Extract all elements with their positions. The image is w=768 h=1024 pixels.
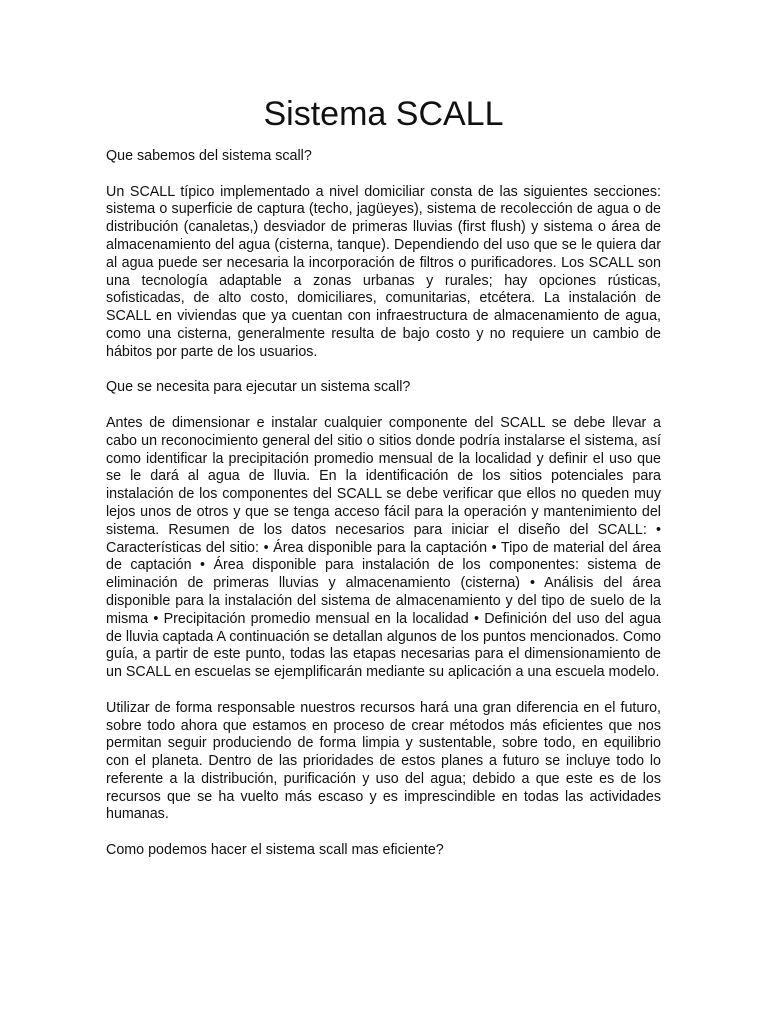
section-heading-1: Que sabemos del sistema scall? [106, 148, 312, 164]
document-title: Sistema SCALL [263, 95, 504, 133]
section-heading-2: Que se necesita para ejecutar un sistema scall? [106, 379, 411, 396]
section-paragraph-1: Un SCALL típico implementado a nivel domiciliar consta de las siguientes secciones: sistema o superficie de captura (techo, jagüeyes), sistema de recolección de agua o de distribución (canaletas,) desviador de primeras lluvias (first flush) y sistema o área de almacenamiento del agua (cisterna, tanque). Dependiendo del uso que se le quiera dar al agua puede ser necesaria la incorporación de filtros o purificadores. Los SCALL son una tecnología adaptable a zonas urbanas y rurales; hay opciones rústicas, sofisticadas, de alto costo, domiciliares, comunitarias, etcétera. La instalación de SCALL en viviendas que ya cuentan con infraestructura de almacenamiento de agua, como una cisterna, generalmente resulta de bajo costo y no requiere un cambio de hábitos por parte de los usuarios. [106, 183, 661, 360]
section-paragraph-2: Antes de dimensionar e instalar cualquier componente del SCALL se debe llevar a cabo un reconocimiento general del sitio o sitios donde podría instalarse el sistema, así como identificar la precipitación promedio mensual de la localidad y definir el uso que se le dará al agua de lluvia. En la identificación de los sitios potenciales para instalación de los componentes del SCALL se debe verificar que ellos no queden muy lejos unos de otros y que se tenga acceso fácil para la operación y mantenimiento del sistema. Resumen de los datos necesarios para iniciar el diseño del SCALL: • Características del sitio: • Área disponible para la captación • Tipo de material del área de captación • Área disponible para instalación de los componentes: sistema de eliminación de primeras lluvias y almacenamiento (cisterna) • Análisis del área disponible para la instalación del sistema de almacenamiento y del tipo de suelo de la misma • Precipitación promedio mensual en la localidad • Definición del uso del agua de lluvia captada A continuación se detallan algunos de los puntos mencionados. Como guía, a partir de este punto, todas las etapas necesarias para el dimensionamiento de un SCALL en escuelas se ejemplificarán mediante su aplicación a una escuela modelo. [106, 414, 661, 681]
section-paragraph-3: Utilizar de forma responsable nuestros recursos hará una gran diferencia en el futuro, sobre todo ahora que estamos en proceso de crear métodos más eficientes que nos permitan seguir produciendo de forma limpia y sustentable, sobre todo, en equilibrio con el planeta. Dentro de las prioridades de estos planes a futuro se incluye todo lo referente a la distribución, purificación y uso del agua; debido a que este es de los recursos que se ha vuelto más escaso y es imprescindible en todas las actividades humanas. [106, 699, 661, 823]
section-heading-3: Como podemos hacer el sistema scall mas eficiente? [106, 842, 444, 859]
document-page [106, 88, 661, 878]
